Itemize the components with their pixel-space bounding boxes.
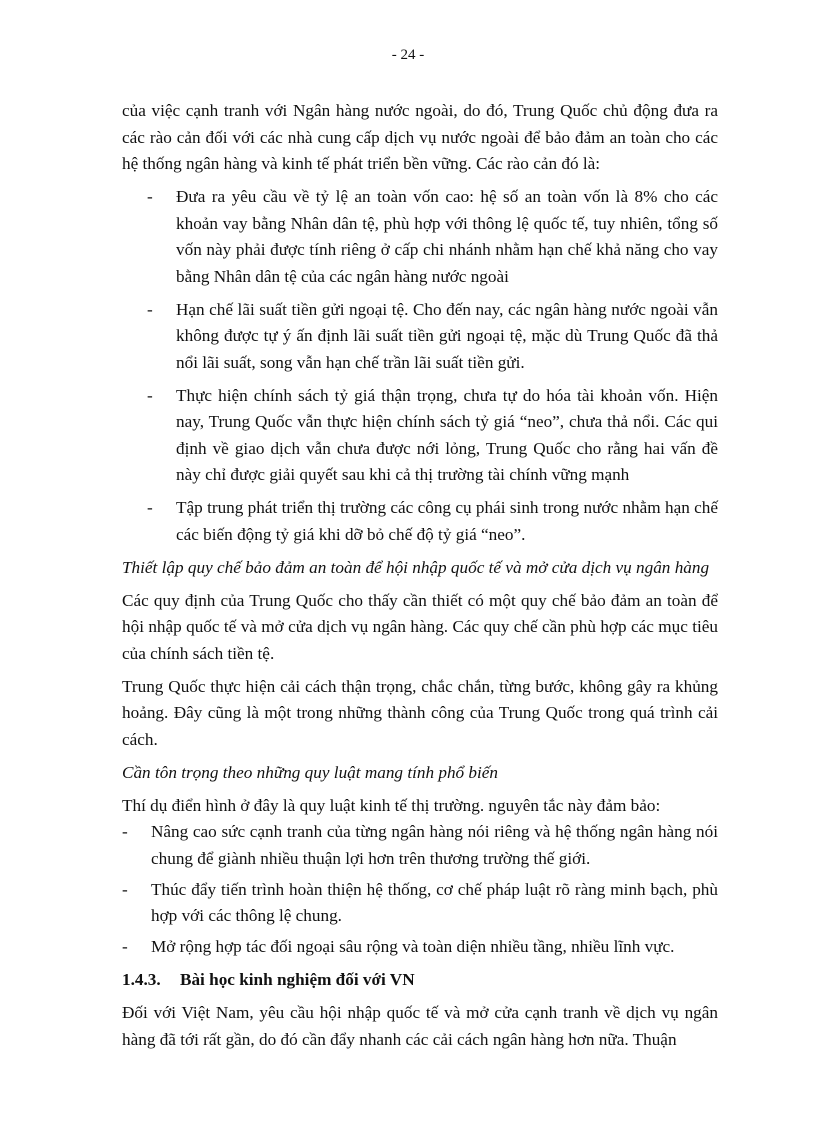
list-item-text: Mở rộng hợp tác đối ngoại sâu rộng và toàn diện nhiều tầng, nhiều lĩnh vực. — [151, 937, 675, 956]
list-marker: - — [122, 937, 128, 956]
list-item-text: Tập trung phát triển thị trường các công cụ phái sinh trong nước nhằm hạn chế các biến động tỷ giá khi dỡ bỏ chế độ tỷ giá “neo”. — [176, 498, 718, 544]
list-item — [122, 495, 718, 548]
list-item-text: Thúc đẩy tiến trình hoàn thiện hệ thống, cơ chế pháp luật rõ ràng minh bạch, phù hợp với các thông lệ chung. — [151, 879, 718, 925]
list-item — [122, 184, 718, 290]
section-title: Bài học kinh nghiệm đối với VN — [180, 970, 415, 989]
barriers-list — [122, 184, 718, 548]
list-marker: - — [122, 879, 128, 899]
reform-paragraph: Trung Quốc thực hiện cải cách thận trọng, chắc chắn, từng bước, không gây ra khủng hoảng. Đây cũng là một trong những thành công của Trung Quốc trong quá trình cải cách. — [122, 676, 718, 749]
document-body — [122, 98, 718, 1060]
list-marker: - — [147, 299, 153, 319]
section-heading — [122, 967, 718, 994]
list-item-text: Nâng cao sức cạnh tranh của từng ngân hàng nói riêng và hệ thống ngân hàng nói chung để giành nhiều thuận lợi hơn trên thương trường thế giới. — [151, 822, 718, 868]
list-marker: - — [147, 187, 153, 206]
page-number: - 24 - — [391, 47, 425, 63]
intro-paragraph: của việc cạnh tranh với Ngân hàng nước ngoài, do đó, Trung Quốc chủ động đưa ra các rào cản đối với các nhà cung cấp dịch vụ nước ngoài để bảo đảm an toàn cho các hệ thống ngân hàng và kinh tế phát triển bền vững. Các rào cản đó là: — [122, 101, 718, 173]
list-item — [122, 819, 718, 872]
list-marker: - — [147, 498, 153, 517]
list-item-text: Hạn chế lãi suất tiền gửi ngoại tệ. Cho đến nay, các ngân hàng nước ngoài vẫn không được tự ý ấn định lãi suất tiền gửi ngoại tệ, mặc dù Trung Quốc đã thả nổi lãi suất, song vẫn hạn chế trần lãi suất tiền gửi. — [176, 299, 718, 372]
list-marker: - — [147, 385, 153, 405]
list-item — [122, 934, 718, 961]
list-item — [122, 877, 718, 930]
list-marker: - — [122, 822, 128, 841]
subheading-universal-rules: Cần tôn trọng theo những quy luật mang tính phổ biến — [122, 762, 499, 782]
list-item-text: Đưa ra yêu cầu về tỷ lệ an toàn vốn cao: hệ số an toàn vốn là 8% cho các khoản vay bằng Nhân dân tệ, phù hợp với thông lệ quốc tế, tuy nhiên, tổng số vốn này phải được tính riêng ở cấp chi nhánh nhằm hạn chế khả năng cho vay bằng Nhân dân tệ của các ngân hàng nước ngoài — [176, 187, 718, 286]
vietnam-paragraph: Đối với Việt Nam, yêu cầu hội nhập quốc tế và mở cửa cạnh tranh về dịch vụ ngân hàng đã tới rất gần, do đó cần đẩy nhanh các cải cách ngân hàng hơn nữa. Thuận — [122, 1003, 718, 1049]
list-item — [122, 383, 718, 489]
principles-list — [122, 819, 718, 961]
section-number: 1.4.3. — [122, 970, 161, 989]
list-item — [122, 297, 718, 377]
rules-paragraph: Thí dụ điển hình ở đây là quy luật kinh tế thị trường. nguyên tắc này đảm bảo: — [122, 795, 661, 815]
subheading-safety-regulation: Thiết lập quy chế bảo đảm an toàn để hội nhập quốc tế và mở cửa dịch vụ ngân hàng — [122, 557, 710, 577]
list-item-text: Thực hiện chính sách tỷ giá thận trọng, chưa tự do hóa tài khoản vốn. Hiện nay, Trung Quốc vẫn thực hiện chính sách tỷ giá “neo”, chưa thả nổi. Các qui định về giao dịch vẫn chưa được nới lỏng, Trung Quốc cho rằng hai vấn đề này chỉ được giải quyết sau khi cả thị trường tài chính vững mạnh — [176, 385, 718, 484]
safety-paragraph: Các quy định của Trung Quốc cho thấy cần thiết có một quy chế bảo đảm an toàn để hội nhập quốc tế và mở cửa dịch vụ ngân hàng. Các quy chế cần phù hợp các mục tiêu của chính sách tiền tệ. — [122, 590, 718, 663]
